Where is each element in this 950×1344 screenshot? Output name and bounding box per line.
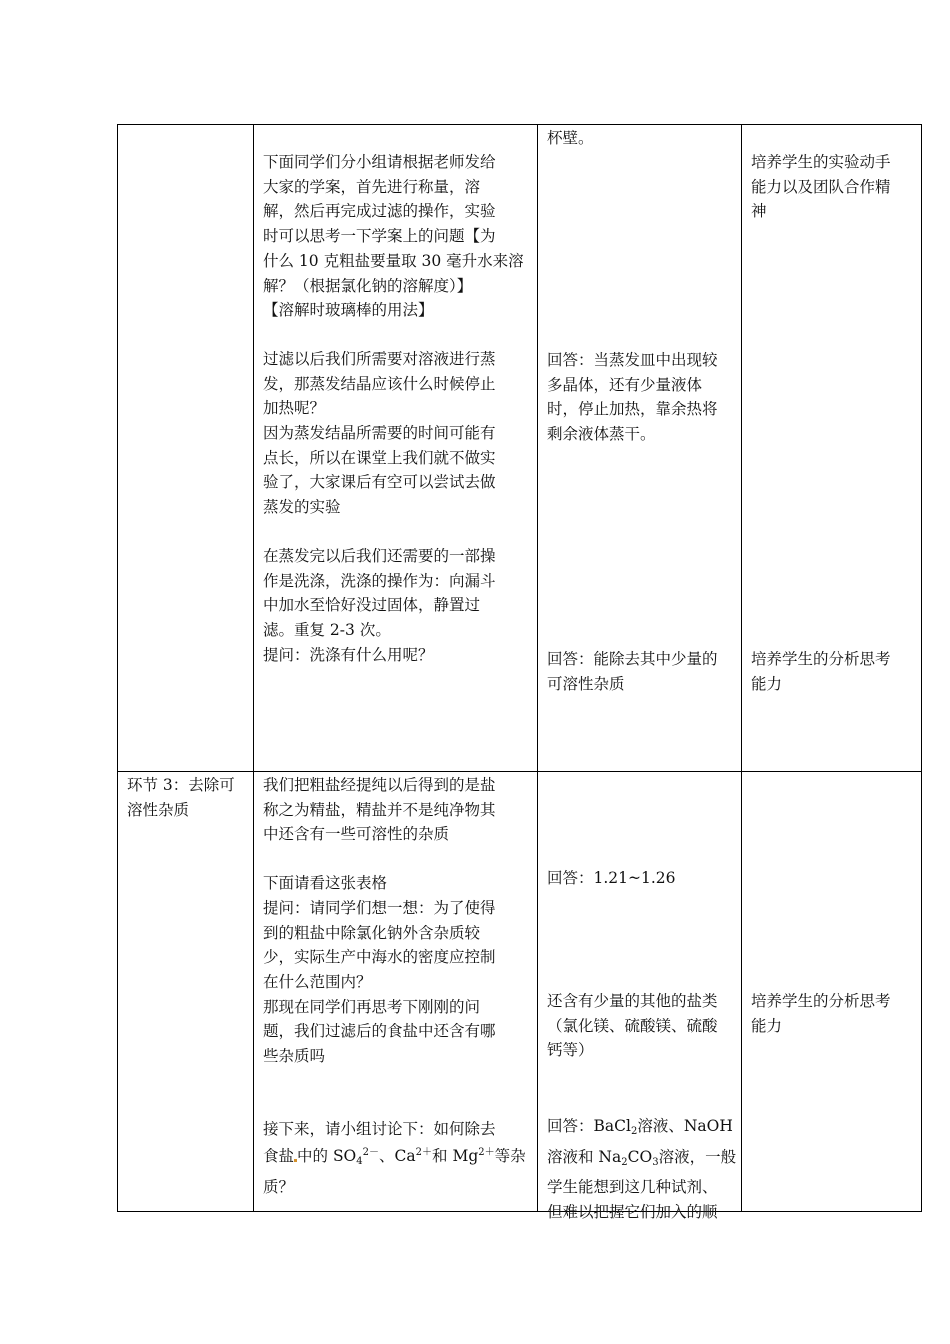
row2-impurities-answer-cell [547,989,739,1063]
row2-reagents-answer-cell [547,1114,739,1225]
impurities-answer-text: 还含有少量的其他的盐类 （氯化镁、硫酸镁、硫酸 钙等） [547,992,718,1060]
discussion-prompt-line2: 食盐 中的 $SO_4^{2-}$、$Ca^{2+}$和 $Mg^{2+}$等杂 [263,1147,526,1168]
row-divider [117,771,922,772]
row1-student-activity-cell [547,126,739,151]
row1-teacher-activity-cell [263,150,533,667]
row2-purpose-cell [751,989,919,1038]
row2-density-answer-cell [547,866,739,891]
refined-salt-text: 我们把粗盐经提纯以后得到的是盐 称之为精盐，精盐并不是纯净物其 中还含有一些可溶性的杂质 [263,776,496,844]
row1-purpose-cell-2 [751,647,919,696]
col-border-3 [741,124,742,1212]
row2-teacher-activity-cell [263,773,533,1200]
evaporation-answer-text: 回答：当蒸发皿中出现较 多晶体，还有少量液体 时，停止加热，靠余热将 剩余液体蒸干。 [547,351,718,444]
washing-answer-text: 回答：能除去其中少量的 可溶性杂质 [547,650,718,693]
row1-evaporation-answer-cell [547,348,739,447]
col-border-2 [537,124,538,1212]
col-border-1 [253,124,254,1212]
discussion-prompt-line1: 接下来，请小组讨论下：如何除去 [263,1119,496,1138]
reagents-answer-rest: 学生能想到这几种试剂、 但难以把握它们加入的顺 [547,1178,718,1222]
density-answer-text: 回答：1.21~1.26 [547,869,676,887]
discussion-prompt-line3: 质？ [263,1178,295,1197]
hands-on-teamwork-text: 培养学生的实验动手 能力以及团队合作精 神 [751,153,891,221]
cup-wall-text: 杯壁。 [547,129,594,147]
washing-operation-text: 在蒸发完以后我们还需要的一部操 作是洗涤，洗涤的操作为：向漏斗 中加水至恰好没过固体，静置过 滤。重复 2-3 次。 提问：洗涤有什么用呢？ [263,546,496,664]
table-bottom-border [117,1211,922,1212]
col-border-right [921,124,922,1212]
table-top-border [117,124,922,125]
row1-purpose-cell-1 [751,150,919,224]
table-question-text: 下面请看这张表格 提问：请同学们想一想：为了使得 到的粗盐中除氯化钠外含杂质较 少，实际生产中海水的密度应控制 在什么范围内？ 那现在同学们再思考下刚刚的问 题，我们过滤后的食盐中还含有哪 些杂质吗 [263,874,496,1066]
analysis-thinking-text: 培养学生的分析思考 能力 [751,650,891,693]
row1-washing-answer-cell [547,647,739,696]
reagents-answer-line2: 溶液和 $Na_2CO_3$溶液，一般 [547,1147,737,1168]
analysis-thinking-text-2: 培养学生的分析思考 能力 [751,992,891,1035]
row2-stage-cell [127,773,251,822]
evaporation-question-text: 过滤以后我们所需要对溶液进行蒸 发，那蒸发结晶应该什么时候停止 加热呢？ 因为蒸发结晶所需要的时间可能有 点长，所以在课堂上我们就不做实 验了，大家课后有空可以尝试去做 蒸发的实验 [263,349,496,517]
stage-3-title: 环节 3：去除可 溶性杂质 [127,776,235,819]
weighing-dissolving-filtering-text: 下面同学们分小组请根据老师发给 大家的学案，首先进行称量，溶 解，然后再完成过滤的操作，实验 时可以思考一下学案上的问题【为 什么 10 克粗盐要量取 30 毫升水来溶 解？（根据氯化钠的溶解度）】 【溶解时玻璃棒的用法】 [263,153,524,320]
col-border-left [117,124,118,1212]
reagents-answer-line1: 回答：BaCl$_2$溶液、NaOH [547,1117,733,1137]
